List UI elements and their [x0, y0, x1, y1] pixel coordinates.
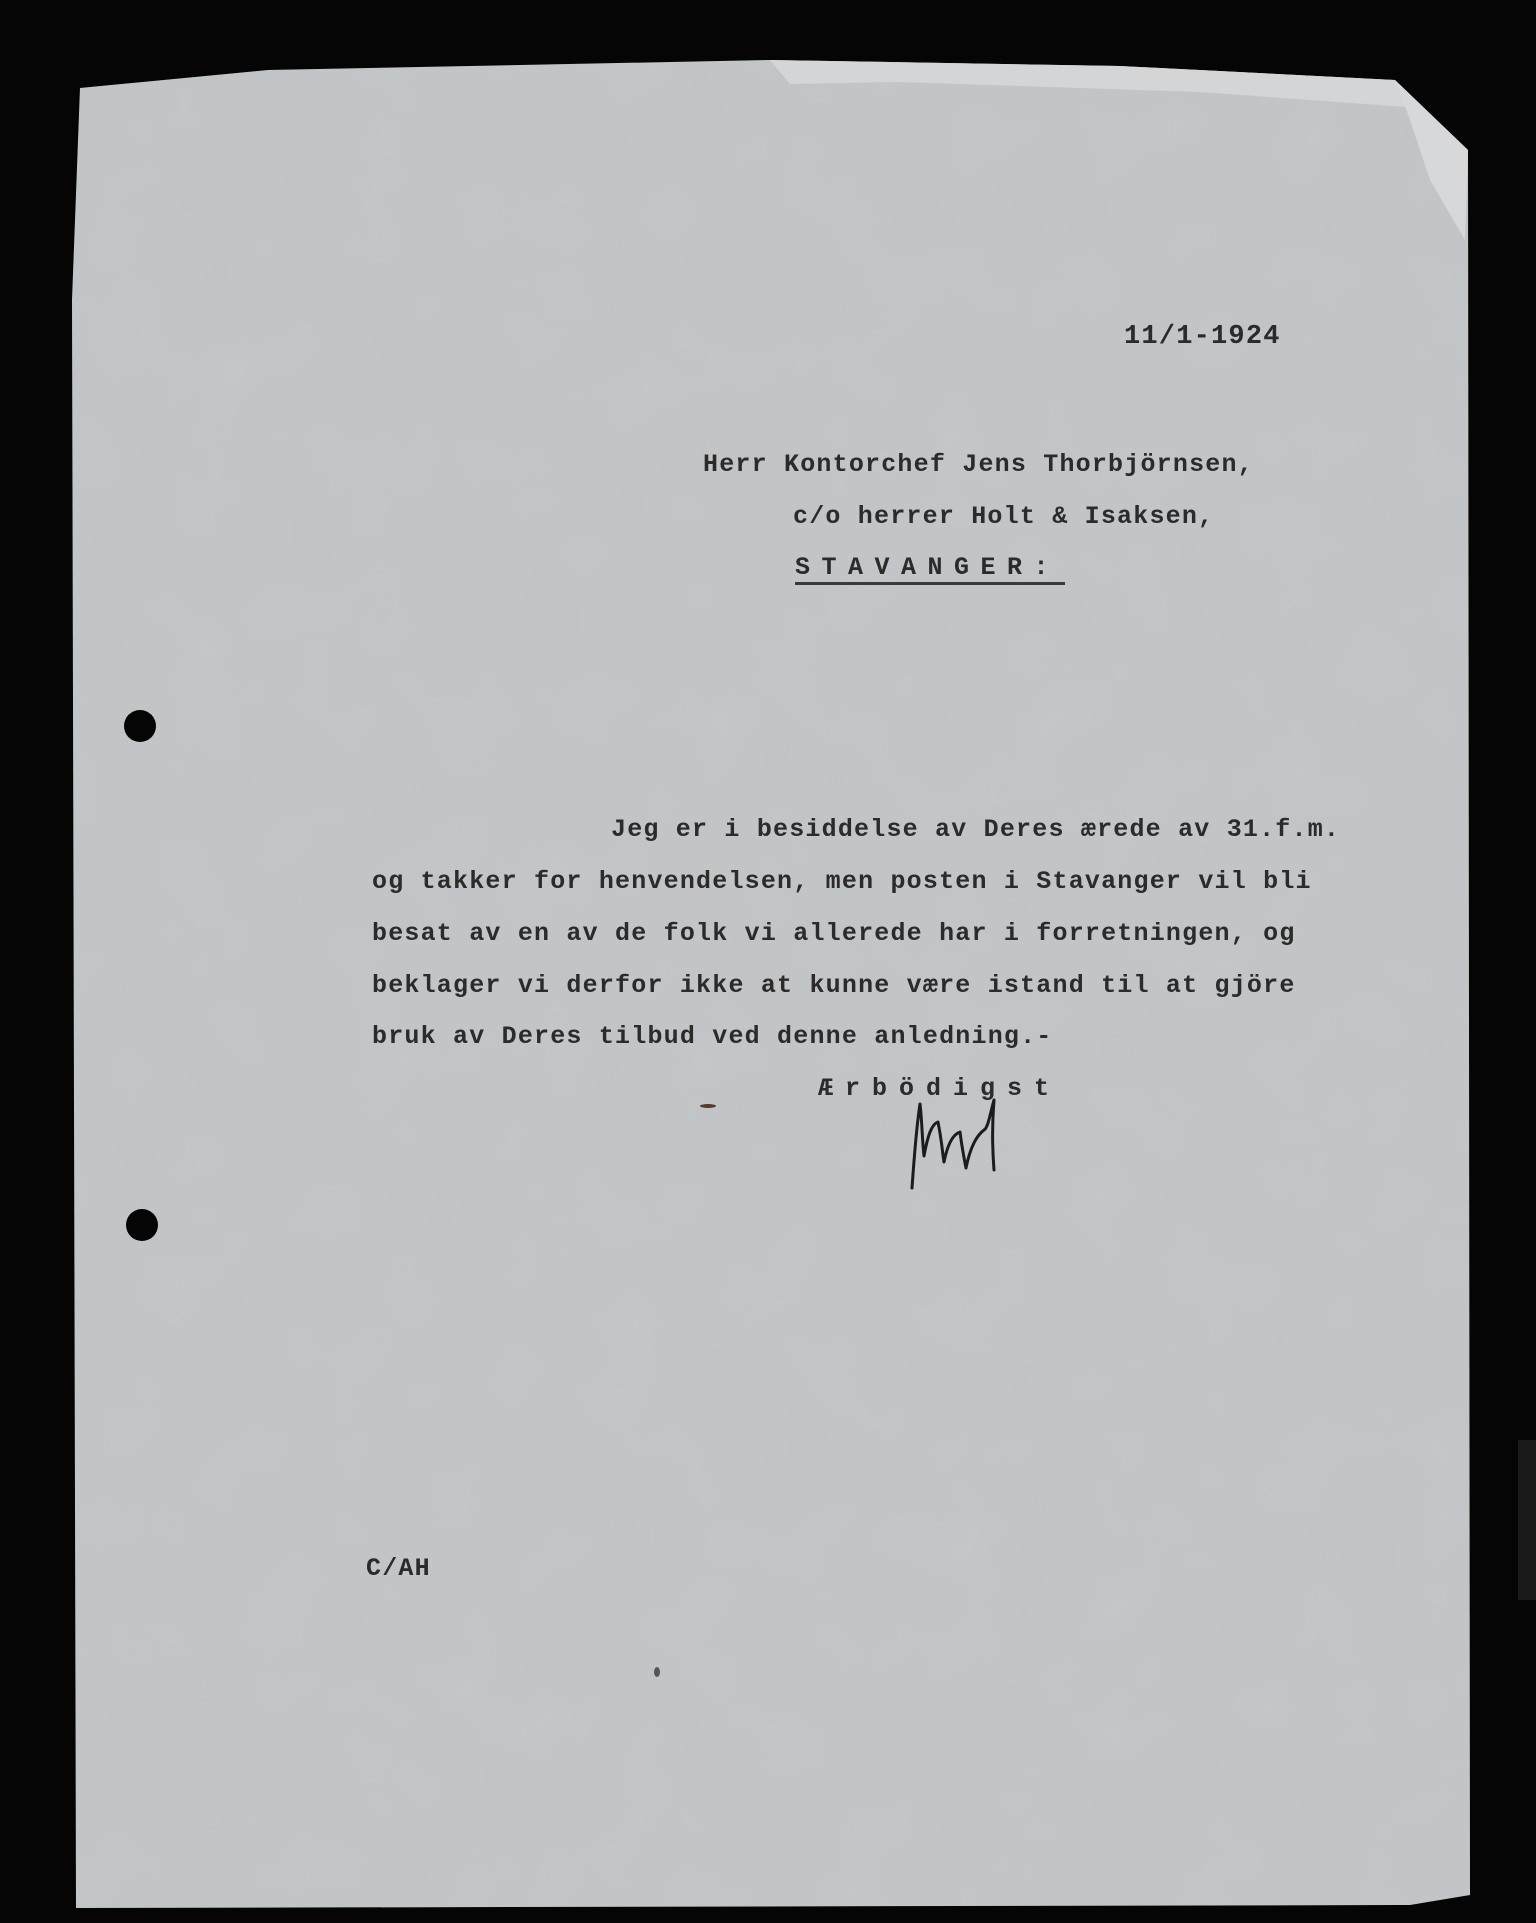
ink-spot [700, 1104, 716, 1108]
body-line: bruk av Deres tilbud ved denne anledning.- [372, 1022, 1053, 1051]
letter-date: 11/1-1924 [1124, 322, 1281, 352]
body-line: beklager vi derfor ikke at kunne være istand til at gjöre [372, 971, 1296, 1000]
body-line: og takker for henvendelsen, men posten i Stavanger vil bli [372, 867, 1312, 896]
closing-salutation: Ærbödigst [818, 1074, 1062, 1103]
handwritten-signature [898, 1090, 1004, 1196]
ink-spot [654, 1667, 660, 1677]
city-underline [795, 582, 1065, 585]
body-line: besat av en av de folk vi allerede har i forretningen, og [372, 919, 1296, 948]
punch-hole-top [124, 710, 156, 742]
reference-initials: C/AH [366, 1554, 431, 1583]
punch-hole-bottom [126, 1209, 158, 1241]
body-line: Jeg er i besiddelse av Deres ærede av 31.f.m. [611, 815, 1341, 844]
recipient-city: STAVANGER: [795, 553, 1061, 582]
binder-clip [1518, 1440, 1536, 1600]
recipient-care-of: c/o herrer Holt & Isaksen, [793, 502, 1215, 531]
recipient-name: Herr Kontorchef Jens Thorbjörnsen, [703, 450, 1254, 479]
